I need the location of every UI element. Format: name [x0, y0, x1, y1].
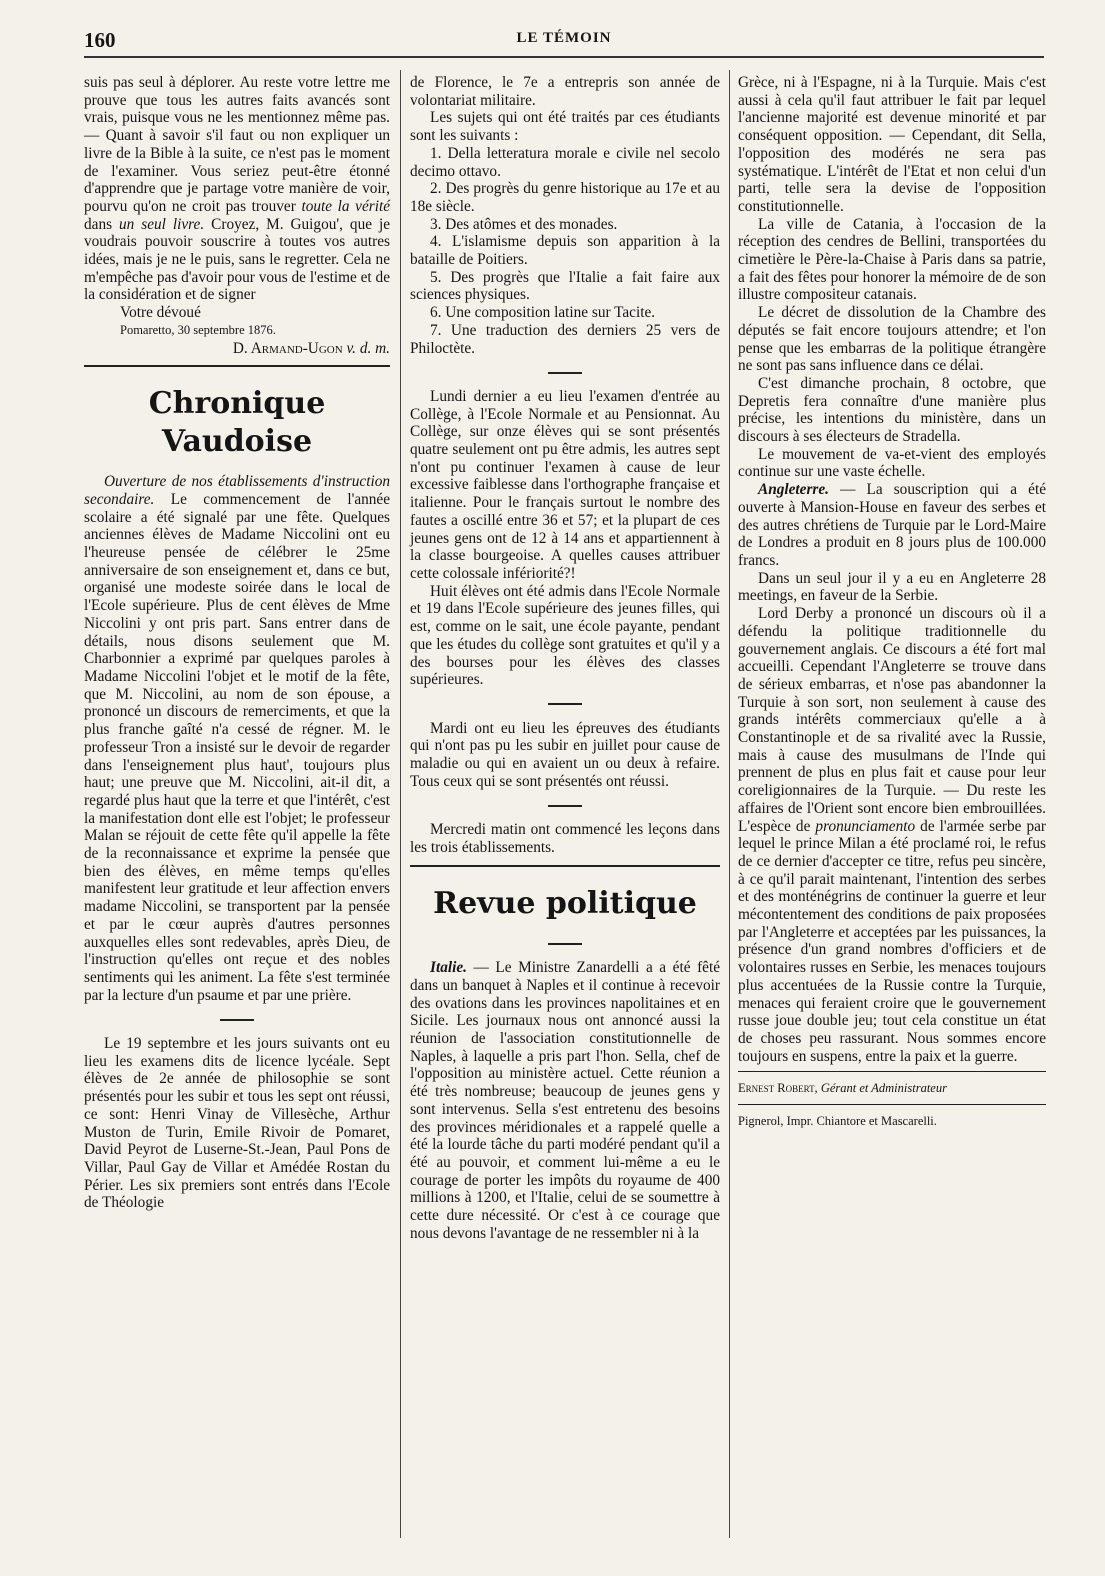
paragraph: Le mouvement de va-et-vient des employés continue sur une vaste échelle.	[738, 445, 1046, 481]
paragraph: La ville de Catania, à l'occasion de la réception des cendres de Bellini, transportées du cimetière le Père-la-Chaise à Paris dans sa patrie, a fait des fêtes pour honorer la mémoire de de son illustre compositeur catanais.	[738, 215, 1046, 304]
separator	[84, 1010, 390, 1028]
separator	[410, 363, 720, 381]
paragraph-italie: Italie. — Le Ministre Zanardelli a a été fêté dans un banquet à Naples et il continue à recevoir des ovations dans les provinces napolitaines et en Sicile. Les journaux nous ont annoncé aussi la réunion de l'association constitutionnelle de Naples, à laquelle a pris part l'hon. Sella, chef de l'opposition au ministère actuel. Cette réunion a été très nombreuse; beaucoup de jeunes gens y sont intervenus. Sella s'est entretenu des besoins des provinces méridionales et a rappelé quelle a été la lourde tâche du parti modéré pendant qu'il a été au pouvoir, et comment lui-même a eu le courage de porter les impôts du royaume de 400 millions à 1200, et l'Italie, celui de se soumettre à cette dure nécessité. Or c'est à ce courage que nous devons l'avantage de ne ressembler ni à la	[410, 959, 720, 1242]
paragraph: Huit élèves ont été admis dans l'Ecole Normale et 19 dans l'Ecole supérieure des jeunes filles, qui est, comme on le sait, une école payante, pendant que les études du collège sont gratuites et qu'il y a des bourses pour les élèves des classes supérieures.	[410, 582, 720, 689]
section-title-chronique: Chronique Vaudoise	[148, 386, 326, 460]
section-title-revue: Revue politique	[433, 885, 697, 921]
journal-title: LE TÉMOIN	[516, 30, 612, 46]
paragraph: Dans un seul jour il y a eu en Angleterre 28 meetings, en faveur de la Serbie.	[738, 569, 1046, 605]
letter-closing: Votre dévoué	[120, 304, 201, 322]
footer-divider	[738, 1071, 1046, 1072]
chronique-paragraph: Le 19 septembre et les jours suivants ont eu lieu les examens dits de licence lycéale. Sept élèves de 2e année de philosophie se sont présentés pour les subir et tous les sept ont réussi, ce sont: Henri Vinay de Villesèche, Arthur Muston de Turin, Emile Rivoir de Pomaret, David Peyrot de Luserne-St.-Jean, Paul Pons de Villar, Paul Gay de Villar et Amédée Rostan du Périer. Les six premiers sont entrés dans l'Ecole de Théologie	[84, 1035, 390, 1212]
letter-signature: D. Armand-Ugon v. d. m.	[232, 339, 390, 357]
section-divider	[410, 865, 720, 867]
page-number: 160	[84, 28, 116, 52]
list-item: 2. Des progrès du genre historique au 17e et au 18e siècle.	[410, 180, 720, 215]
list-item: 5. Des progrès que l'Italie a fait faire aux sciences physiques.	[410, 268, 720, 304]
list-item: 6. Une composition latine sur Tacite.	[430, 304, 656, 322]
footer-divider	[738, 1104, 1046, 1105]
list-item: 1. Della letteratura morale e civile nel secolo decimo ottavo.	[410, 144, 720, 180]
list-item: 7. Une traduction des derniers 25 vers de Philoctète.	[410, 321, 720, 357]
column-3	[738, 74, 1046, 1131]
column-rule	[729, 70, 730, 1538]
letter-text: suis pas seul à déplorer. Au reste votre lettre me prouve que tous les autres faits avancés sont vrais, puisque vous ne les mentionnez même pas. — Quant à savoir s'il faut ou non expliquer un livre de la Bible à la suite, ce n'est pas le moment de l'examiner. Vous seriez peut-être étonné d'apprendre que je partage votre manière de voir, pourvu qu'on ne croit pas trouver toute la vérité dans un seul livre. Croyez, M. Guigou', que je voudrais pouvoir souscrire à toutes vos autres idées, mais je ne le puis, sans le regretter. Cela ne m'empêche pas d'avoir pour vous de l'estime et de la considération et de signer	[84, 74, 391, 304]
chronique-paragraph: Ouverture de nos établissements d'instruction secondaire. Le commencement de l'année scolaire a été signalé par une fête. Quelques anciennes élèves de Madame Niccolini ont eu l'heureuse pensée de célébrer le 25me anniversaire de son enseignement et, dans ce but, organisé une modeste soirée dans le local de l'Ecole supérieure. Plus de cent élèves de Mme Niccolini y ont pris part. Sans entrer dans de détails, nous disons seulement que M. Charbonnier a exprimé par quelques paroles à Madame Niccolini l'objet et le motif de la fête, que M. Niccolini, au nom de son épouse, a prononcé un discours de remerciments, et que la plus franche gaîté n'a cessé de régner. M. le professeur Tron a insisté sur le devoir de regarder dans l'enseignement plus haut', toujours plus haut; une preuve que M. Niccolini, ait-il dit, a regardé plus haut que la terre et que l'intérêt, c'est la manifestation dont elle est l'objet; le professeur Malan se réjouit de cette fête qu'il appelle la fête de la reconnaissance et exprime la pensée que bien des élèves, en même temps qu'elles manifestent leur gratitude et leur affection envers madame Niccolini, se transportent par la pensée et par le cœur auprès d'autres personnes auxquelles elles sont redevables, après Dieu, de l'instruction qu'elles ont reçue et des nobles sentiments qui les animent. La fête s'est terminée par la lecture d'un psaume et par une prière.	[84, 473, 390, 1004]
paragraph: Mercredi matin ont commencé les leçons dans les trois établissements.	[410, 821, 720, 856]
paragraph: Mardi ont eu lieu les épreuves des étudiants qui n'ont pas pu les subir en juillet pour cause de maladie ou qui en avaient un ou deux à refaire. Tous ceux qui se sont présentés ont réussi.	[410, 719, 720, 790]
page-header	[84, 26, 1044, 58]
paragraph: Le décret de dissolution de la Chambre des députés se fait encore toujours attendre; et l'on pense que les embarras de la politique étrangère ne sont pas sans influence dans ce délai.	[738, 304, 1046, 375]
paragraph: de Florence, le 7e a entrepris son année de volontariat militaire.	[410, 74, 720, 109]
section-divider	[84, 365, 390, 367]
printer-line: Pignerol, Impr. Chiantore et Mascarelli.	[738, 1114, 937, 1129]
separator	[410, 695, 720, 713]
separator	[410, 796, 720, 814]
column-2	[410, 74, 720, 1242]
paragraph-angleterre: Angleterre. — La souscription qui a été ouverte à Mansion-House en faveur des serbes et des autres chrétiens de Turquie par le Lord-Maire de Londres a produit en 8 jours plus de 100.000 francs.	[738, 481, 1046, 569]
column-rule	[400, 70, 401, 1538]
credit-line: Ernest Robert, Gérant et Administrateur	[738, 1081, 947, 1096]
list-item: 4. L'islamisme depuis son apparition à la bataille de Poitiers.	[410, 233, 720, 269]
separator	[410, 935, 720, 953]
paragraph: Lord Derby a prononcé un discours où il a défendu la politique traditionnelle du gouvernement anglais. Ce discours a été fort mal accueilli. Cependant l'Angleterre se trouve dans de sérieux embarras, et n'ose pas abandonner la Turquie à son sort, non seulement à cause des grands intérêts commerciaux qu'elle a à Constantinople et de sa rivalité avec la Russie, mais à cause des musulmans de l'Inde qui prennent de plus en plus fait et cause pour leur coreligionnaires de la Turquie. — Du reste les affaires de l'Orient sont encore bien embrouillées. L'espèce de pronunciamento de l'armée serbe par lequel le prince Milan a été proclamé roi, le refus de ce dernier d'accepter ce titre, refus peu sincère, à ce qu'il parait maintenant, l'intention des serbes et des monténégrins de continuer la guerre et leur mécontentement des conditions de paix proposées par l'Angleterre et acceptées par les puissances, la présence d'un grand nombres d'officiers et de volontaires russes en Serbie, les menaces toujours plus accentuées de la Russie contre la Turquie, menaces qui feraient croire que le gouvernement russe joue double jeu; tout cela constitue un état de choses peu rassurant. Nous sommes encore toujours en suspens, entre la paix et la guerre.	[738, 605, 1046, 1065]
paragraph: Lundi dernier a eu lieu l'examen d'entrée au Collège, à l'Ecole Normale et au Pensionnat. Au Collège, sur onze élèves qui se sont présentés quatre seulement ont pu être admis, les autres sept n'ont pu continuer l'examen à cause de leur excessive faiblesse dans l'orthographe française et italienne. Pour le français surtout le nombre des fautes a oscillé entre 36 et 57; et la plupart de ces jeunes gens ont de 12 à 14 ans et appartiennent à la classe bourgeoise. A quelles causes attribuer cette colossale infériorité?!	[410, 387, 720, 582]
paragraph: C'est dimanche prochain, 8 octobre, que Depretis fera connaître d'une manière plus précise, les intentions du ministère, dans un discours à ses électeurs de Stradella.	[738, 374, 1046, 446]
column-1	[84, 74, 390, 1212]
letter-dateline: Pomaretto, 30 septembre 1876.	[120, 322, 276, 337]
topics-list	[410, 145, 720, 357]
paragraph: Grèce, ni à l'Espagne, ni à la Turquie. Mais c'est aussi à cela qu'il faut attribuer le fait par lequel l'ancienne majorité est devenue minorité et par conséquent opposition. — Cependant, dit Sella, l'opposition des modérés ne sera pas systématique. L'intérêt de l'Etat et non celui d'un parti, telle sera la devise de l'opposition constitutionnelle.	[738, 74, 1046, 215]
paragraph: Les sujets qui ont été traités par ces étudiants sont les suivants :	[410, 109, 720, 145]
list-item: 3. Des atômes et des monades.	[430, 215, 618, 233]
